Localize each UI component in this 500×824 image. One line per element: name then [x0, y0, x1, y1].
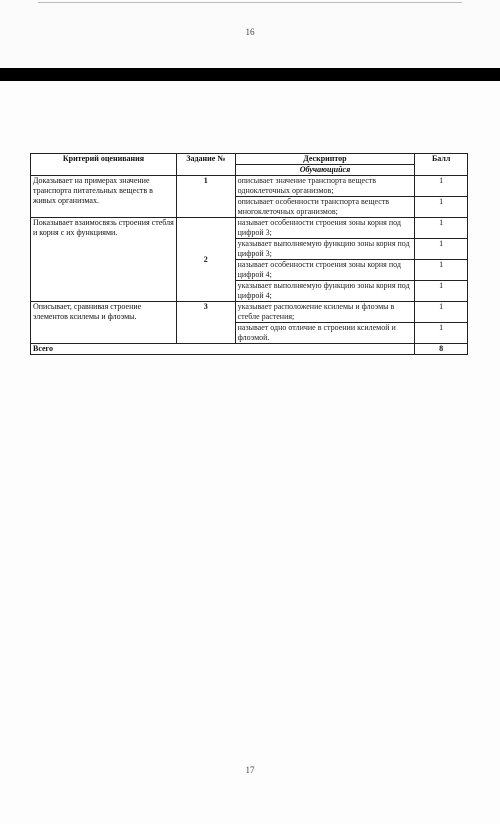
descriptor-cell: указывает выполняемую функцию зоны корня под цифрой 3; [235, 239, 415, 260]
score-cell: 1 [415, 323, 468, 344]
table-row [31, 218, 468, 239]
descriptor-cell: описывает значение транспорта веществ одноклеточных организмов; [235, 176, 415, 197]
header-descriptor: Дескриптор [235, 154, 415, 165]
criteria-table [30, 153, 468, 355]
score-cell: 1 [415, 218, 468, 239]
score-cell: 1 [415, 197, 468, 218]
score-cell: 1 [415, 239, 468, 260]
total-label: Всего [31, 344, 415, 355]
total-row [31, 344, 468, 355]
page-number-top: 16 [245, 27, 255, 37]
header-criterion: Критерий оценивания [31, 154, 177, 176]
table-header-row [31, 154, 468, 165]
header-task: Задание № [176, 154, 235, 176]
page-top [0, 0, 500, 68]
descriptor-cell: называет одно отличие в строении ксилемой и флоэмой. [235, 323, 415, 344]
header-descriptor-sub: Обучающийся [235, 165, 415, 176]
score-cell: 1 [415, 176, 468, 197]
criterion-cell: Показывает взаимосвязь строения стебля и корня с их функциями. [31, 218, 177, 302]
task-cell: 1 [176, 176, 235, 218]
score-cell: 1 [415, 302, 468, 323]
criterion-cell: Описывает, сравнивая строение элементов ксилемы и флоэмы. [31, 302, 177, 344]
descriptor-cell: описывает особенности транспорта веществ многоклеточных организмов; [235, 197, 415, 218]
table-row [31, 176, 468, 197]
score-cell: 1 [415, 281, 468, 302]
table-row [31, 302, 468, 323]
header-score: Балл [415, 154, 468, 176]
page-separator-bar [0, 68, 500, 81]
total-value: 8 [415, 344, 468, 355]
descriptor-cell: называет особенности строения зоны корня под цифрой 4; [235, 260, 415, 281]
criterion-cell: Доказывает на примерах значение транспорта питательных веществ в живых организмах. [31, 176, 177, 218]
top-rule [38, 2, 462, 3]
descriptor-cell: указывает расположение ксилемы и флоэмы в стебле растения; [235, 302, 415, 323]
task-cell: 3 [176, 302, 235, 344]
descriptor-cell: называет особенности строения зоны корня под цифрой 3; [235, 218, 415, 239]
score-cell: 1 [415, 260, 468, 281]
task-cell: 2 [176, 218, 235, 302]
descriptor-cell: указывает выполняемую функцию зоны корня под цифрой 4; [235, 281, 415, 302]
page-number-bottom: 17 [245, 765, 255, 775]
